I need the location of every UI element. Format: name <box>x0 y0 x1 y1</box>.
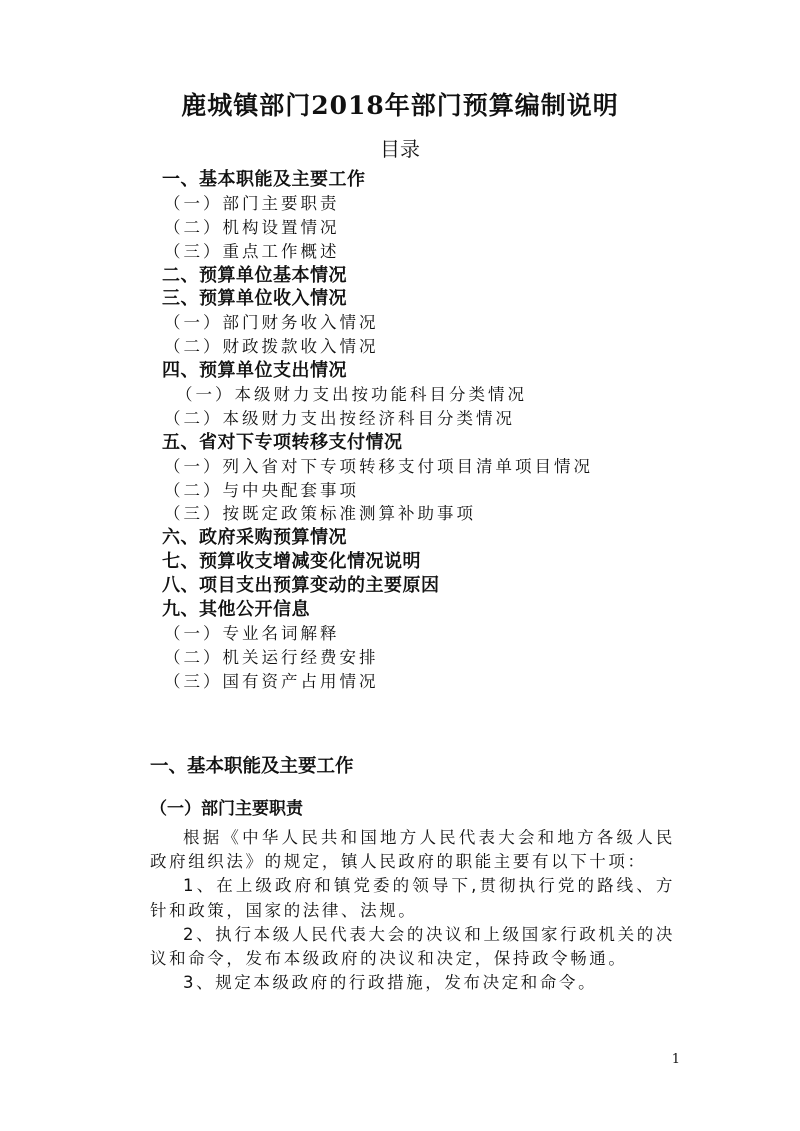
subsection-heading: （一）部门主要职责 <box>150 799 303 819</box>
toc-item: （一）列入省对下专项转移支付项目清单项目情况 <box>164 456 593 476</box>
toc-item: 一、基本职能及主要工作 <box>162 169 366 190</box>
toc-item: （三）重点工作概述 <box>164 241 340 261</box>
toc-item: （一）部门财务收入情况 <box>164 313 379 333</box>
toc-item: （一）本级财力支出按功能科目分类情况 <box>176 385 527 405</box>
toc-item: （二）机关运行经费安排 <box>164 647 379 667</box>
page-number: 1 <box>671 1052 680 1067</box>
toc-item: 九、其他公开信息 <box>162 599 310 621</box>
toc-item: （一）专业名词解释 <box>164 623 340 643</box>
toc-item: 五、省对下专项转移支付情况 <box>162 431 403 453</box>
document-title: 鹿城镇部门2018年部门预算编制说明 <box>181 91 619 120</box>
paragraph: 根据《中华人民共和国地方人民代表大会和地方各级人民政府组织法》的规定，镇人民政府的职能主要有以下十项： <box>150 828 675 872</box>
toc-item: 六、政府采购预算情况 <box>162 527 347 549</box>
toc-item: （二）本级财力支出按经济科目分类情况 <box>164 408 515 428</box>
toc-item: 七、预算收支增减变化情况说明 <box>162 551 421 573</box>
toc-item: 二、预算单位基本情况 <box>162 264 347 286</box>
toc-item: （三）按既定政策标准测算补助事项 <box>164 504 476 524</box>
paragraph: 3、规定本级政府的行政措施，发布决定和命令。 <box>183 973 598 993</box>
toc-item: （二）财政拨款收入情况 <box>164 337 379 357</box>
paragraph: 2、执行本级人民代表大会的决议和上级国家行政机关的决议和命令，发布本级政府的决议和决定，保持政令畅通。 <box>150 924 675 969</box>
toc-item: （二）与中央配套事项 <box>164 480 359 500</box>
body-text <box>150 826 675 995</box>
paragraph: 1、在上级政府和镇党委的领导下,贯彻执行党的路线、方针和政策，国家的法律、法规。 <box>150 876 675 920</box>
table-of-contents <box>162 168 593 694</box>
toc-item: 三、预算单位收入情况 <box>162 288 347 310</box>
toc-item: （一）部门主要职责 <box>164 193 340 213</box>
toc-item: 八、项目支出预算变动的主要原因 <box>162 575 440 597</box>
toc-item: 四、预算单位支出情况 <box>162 360 347 382</box>
toc-heading: 目录 <box>380 137 420 161</box>
section-heading: 一、基本职能及主要工作 <box>150 756 354 777</box>
toc-item: （二）机构设置情况 <box>164 217 340 237</box>
toc-item: （三）国有资产占用情况 <box>164 671 379 691</box>
